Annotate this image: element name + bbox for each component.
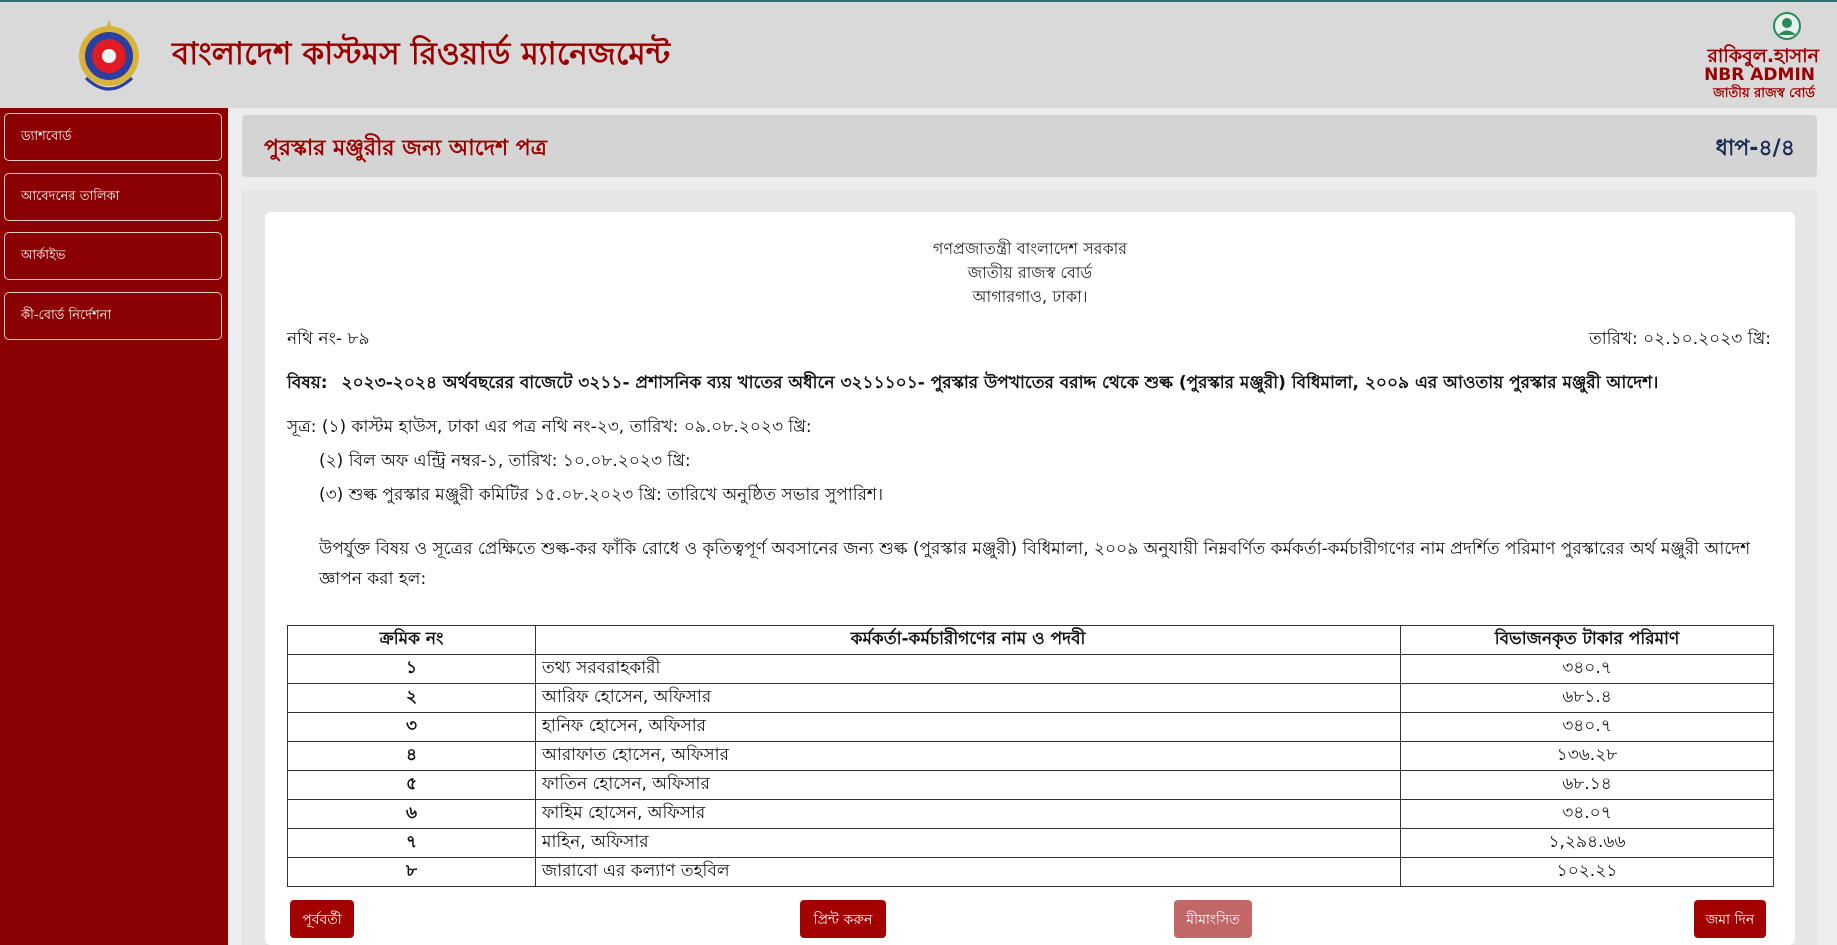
submit-button[interactable]: জমা দিন: [1694, 900, 1766, 938]
sidebar-item-applications[interactable]: [4, 173, 222, 221]
name-cell: আরিফ হোসেন, অফিসার: [536, 684, 1401, 713]
name-cell: মাহিন, অফিসার: [536, 829, 1401, 858]
customs-logo: [66, 16, 152, 100]
serial-cell: ৫: [288, 771, 536, 800]
column-header: কর্মকর্তা-কর্মচারীগণের নাম ও পদবী: [536, 626, 1401, 655]
name-cell: তথ্য সরবরাহকারী: [536, 655, 1401, 684]
sidebar-item-label: আর্কাইভ: [21, 248, 66, 263]
serial-cell: ৪: [288, 742, 536, 771]
sidebar-item-keyboard-guide[interactable]: [4, 292, 222, 340]
previous-button[interactable]: পূর্ববর্তী: [290, 900, 354, 938]
amount-cell: ১৩৬.২৮: [1401, 742, 1774, 771]
app-title: বাংলাদেশ কাস্টমস রিওয়ার্ড ম্যানেজমেন্ট: [172, 36, 671, 72]
order-document: [265, 212, 1795, 945]
table-row: [288, 742, 1774, 771]
sidebar-item-label: ড্যাশবোর্ড: [21, 129, 72, 144]
sidebar-item-archive[interactable]: [4, 232, 222, 280]
table-row: [288, 713, 1774, 742]
name-cell: ফাতিন হোসেন, অফিসার: [536, 771, 1401, 800]
table-row: [288, 829, 1774, 858]
amount-cell: ৩৪০.৭: [1401, 713, 1774, 742]
user-avatar-icon[interactable]: [1773, 12, 1801, 40]
name-cell: আরাফাত হোসেন, অফিসার: [536, 742, 1401, 771]
sidebar-item-label: কী-বোর্ড নির্দেশনা: [21, 308, 112, 323]
subject-text: ২০২৩-২০২৪ অর্থবছরের বাজেটে ৩২১১- প্রশাসনিক ব্যয় খাতের অধীনে ৩২১১১০১- পুরস্কার উপখাতের বরাদ্দ থেকে শুল্ক (পুরস্কার মঞ্জুরী) বিধিমালা, ২০০৯ এর আওতায় পুরস্কার মঞ্জুরী আদেশ।: [341, 373, 1659, 393]
name-cell: জারাবো এর কল্যাণ তহবিল: [536, 858, 1401, 887]
doc-header-line: জাতীয় রাজস্ব বোর্ড: [967, 263, 1093, 282]
app-header: [0, 2, 1837, 108]
amount-cell: ১,২৯৪.৬৬: [1401, 829, 1774, 858]
user-organization: জাতীয় রাজস্ব বোর্ড: [1713, 86, 1815, 101]
table-row: [288, 684, 1774, 713]
serial-cell: ৮: [288, 858, 536, 887]
document-date: তারিখ: ০২.১০.২০২৩ খ্রি:: [1588, 329, 1771, 349]
reference-number: নথি নং- ৮৯: [287, 329, 370, 349]
serial-cell: ৭: [288, 829, 536, 858]
serial-cell: ২: [288, 684, 536, 713]
serial-cell: ১: [288, 655, 536, 684]
serial-cell: ৩: [288, 713, 536, 742]
serial-cell: ৬: [288, 800, 536, 829]
amount-cell: ৬৮১.৪: [1401, 684, 1774, 713]
source-item: সূত্র: (১) কাস্টম হাউস, ঢাকা এর পত্র নথি নং-২৩, তারিখ: ০৯.০৮.২০২৩ খ্রি:: [287, 417, 812, 437]
table-row: [288, 655, 1774, 684]
settled-button[interactable]: মীমাংসিত: [1174, 900, 1252, 938]
table-row: [288, 771, 1774, 800]
column-header: বিভাজনকৃত টাকার পরিমাণ: [1401, 626, 1774, 655]
order-body-text: উপর্যুক্ত বিষয় ও সূত্রের প্রেক্ষিতে শুল্ক-কর ফাঁকি রোধে ও কৃতিত্বপূর্ণ অবসানের জন্য শুল্ক (পুরস্কার মঞ্জুরী) বিধিমালা, ২০০৯ অনুযায়ী নিম্নবর্ণিত কর্মকর্তা-কর্মচারীগণের নাম প্রদর্শিত পরিমাণ পুরস্কারের অর্থ মঞ্জুরী আদেশ জ্ঞাপন করা হল:: [319, 539, 1751, 589]
amount-cell: ৩৪.০৭: [1401, 800, 1774, 829]
sidebar-item-dashboard[interactable]: [4, 113, 222, 161]
page-title: পুরস্কার মঞ্জুরীর জন্য আদেশ পত্র: [264, 135, 547, 161]
source-item: (৩) শুল্ক পুরস্কার মঞ্জুরী কমিটির ১৫.০৮.২০২৩ খ্রি: তারিখে অনুষ্ঠিত সভার সুপারিশ।: [319, 485, 884, 505]
doc-header-line: আগারগাও, ঢাকা।: [972, 287, 1088, 306]
doc-header-line: গণপ্রজাতন্ত্রী বাংলাদেশ সরকার: [932, 239, 1128, 258]
amount-cell: ১০২.২১: [1401, 858, 1774, 887]
document-scroll-area[interactable]: [265, 212, 1795, 895]
name-cell: হানিফ হোসেন, অফিসার: [536, 713, 1401, 742]
column-header: ক্রমিক নং: [288, 626, 536, 655]
sidebar-item-label: আবেদনের তালিকা: [21, 189, 120, 204]
amount-cell: ৬৮.১৪: [1401, 771, 1774, 800]
amount-cell: ৩৪০.৭: [1401, 655, 1774, 684]
subject-line: [287, 370, 1767, 398]
table-row: [288, 800, 1774, 829]
user-role: NBR ADMIN: [1704, 65, 1815, 85]
reward-allocation-table: [287, 625, 1774, 887]
table-header-row: [288, 626, 1774, 655]
name-cell: ফাহিম হোসেন, অফিসার: [536, 800, 1401, 829]
user-name[interactable]: রাকিবুল.হাসান: [1707, 45, 1819, 67]
print-button[interactable]: প্রিন্ট করুন: [800, 900, 886, 938]
table-row: [288, 858, 1774, 887]
source-item: (২) বিল অফ এন্ট্রি নম্বর-১, তারিখ: ১০.০৮.২০২৩ খ্রি:: [319, 451, 691, 471]
subject-label: বিষয়:: [287, 373, 328, 393]
step-indicator: ধাপ-৪/৪: [1715, 136, 1795, 161]
page-header: [242, 115, 1817, 177]
sidebar: [0, 108, 228, 945]
